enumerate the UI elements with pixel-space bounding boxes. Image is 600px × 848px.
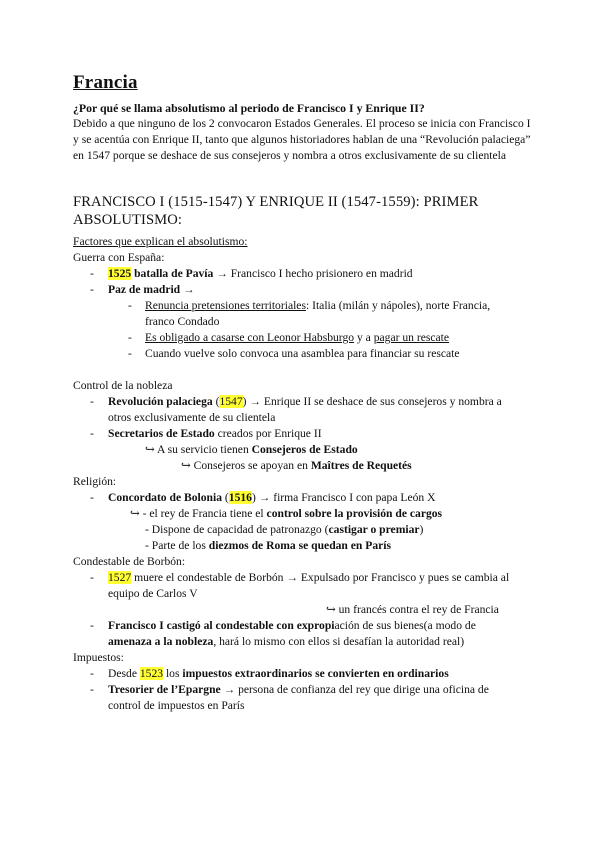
bullet-dash: - [128,331,132,344]
condestable-item-1: 1527 muere el condestable de Borbón → Expulsado por Francisco y pues se cambia al [108,571,510,584]
guerra-sub-1: Renuncia pretensiones territoriales: Italia (milán y nápoles), norte Francia, [145,299,491,312]
nobleza-item-2: Secretarios de Estado creados por Enrique II [108,427,322,440]
bullet-dash: - [90,491,94,504]
bullet-dash: - [90,283,94,296]
bullet-dash: - [90,619,94,632]
page-title: Francia [73,72,138,93]
guerra-label: Guerra con España: [73,251,165,264]
bullet-dash: - [90,267,94,280]
factores-label: Factores que explican el absolutismo: [73,235,248,248]
section-question: ¿Por qué se llama absolutismo al periodo de Francisco I y Enrique II? [73,101,425,115]
bullet-dash: - [90,683,94,696]
nobleza-arrow-1: ↪ A su servicio tienen Consejeros de Estado [145,443,358,456]
bullet-dash: - [128,347,132,360]
guerra-item-1: 1525 batalla de Pavía → Francisco I hecho prisionero en madrid [108,267,413,280]
year-highlight: 1527 [108,571,132,584]
year-highlight: 1523 [139,667,164,680]
nobleza-arrow-2: ↪ Consejeros se apoyan en Maîtres de Requetés [181,459,412,472]
year-highlight: 1516 [228,491,252,504]
religion-sub-3: - Parte de los diezmos de Roma se quedan en París [145,539,392,552]
condestable-label: Condestable de Borbón: [73,555,186,568]
condestable-item-1-cont: equipo de Carlos V [108,587,198,600]
bullet-dash: - [128,299,132,312]
impuestos-label: Impuestos: [73,651,124,664]
religion-sub-2: - Dispone de capacidad de patronazgo (castigar o premiar) [145,523,424,536]
religion-label: Religión: [73,475,117,488]
religion-sub-1: ↪ - el rey de Francia tiene el control sobre la provisión de cargos [130,507,443,520]
section-heading: FRANCISCO I (1515-1547) Y ENRIQUE II (1547-1559): PRIMER ABSOLUTISMO: [73,194,479,228]
condestable-arrow: ↪ un francés contra el rey de Francia [326,603,499,616]
guerra-sub-3: Cuando vuelve solo convoca una asamblea para financiar su rescate [145,347,460,360]
condestable-item-2: Francisco I castigó al condestable con expropiación de sus bienes(a modo de [108,619,476,632]
bullet-dash: - [90,571,94,584]
impuestos-item-1: Desde 1523 los impuestos extraordinarios se convierten en ordinarios [108,667,449,680]
guerra-sub-1-cont: franco Condado [145,315,220,328]
nobleza-item-1-cont: otros exclusivamente de su clientela [108,411,276,424]
nobleza-item-1: Revolución palaciega (1547) → Enrique II se deshace de sus consejeros y nombra a [108,395,502,408]
condestable-item-2-cont: amenaza a la nobleza, hará lo mismo con ellos si desafían la autoridad real) [108,635,465,648]
year-highlight: 1547 [219,395,243,408]
religion-item-1: Concordato de Bolonia (1516) → firma Francisco I con papa León X [108,491,436,504]
guerra-item-2: Paz de madrid → [108,283,195,296]
impuestos-item-2-cont: control de impuestos en París [108,699,245,712]
bullet-dash: - [90,667,94,680]
nobleza-label: Control de la nobleza [73,379,173,392]
year-highlight: 1525 [108,267,132,280]
bullet-dash: - [90,395,94,408]
impuestos-item-2: Tresorier de l’Epargne → persona de confianza del rey que dirige una oficina de [108,683,489,696]
bullet-dash: - [90,427,94,440]
intro-paragraph: Debido a que ninguno de los 2 convocaron Estados Generales. El proceso se inicia con Francisco I y se acentúa con Enrique II, tanto que algunos historiadores hablan de una “Revolución palaciega” en 1547 porque se deshace de sus consejeros y nombra a otros exclusivamente de su clientela [73,117,531,163]
guerra-sub-2: Es obligado a casarse con Leonor Habsburgo y a pagar un rescate [145,331,450,344]
